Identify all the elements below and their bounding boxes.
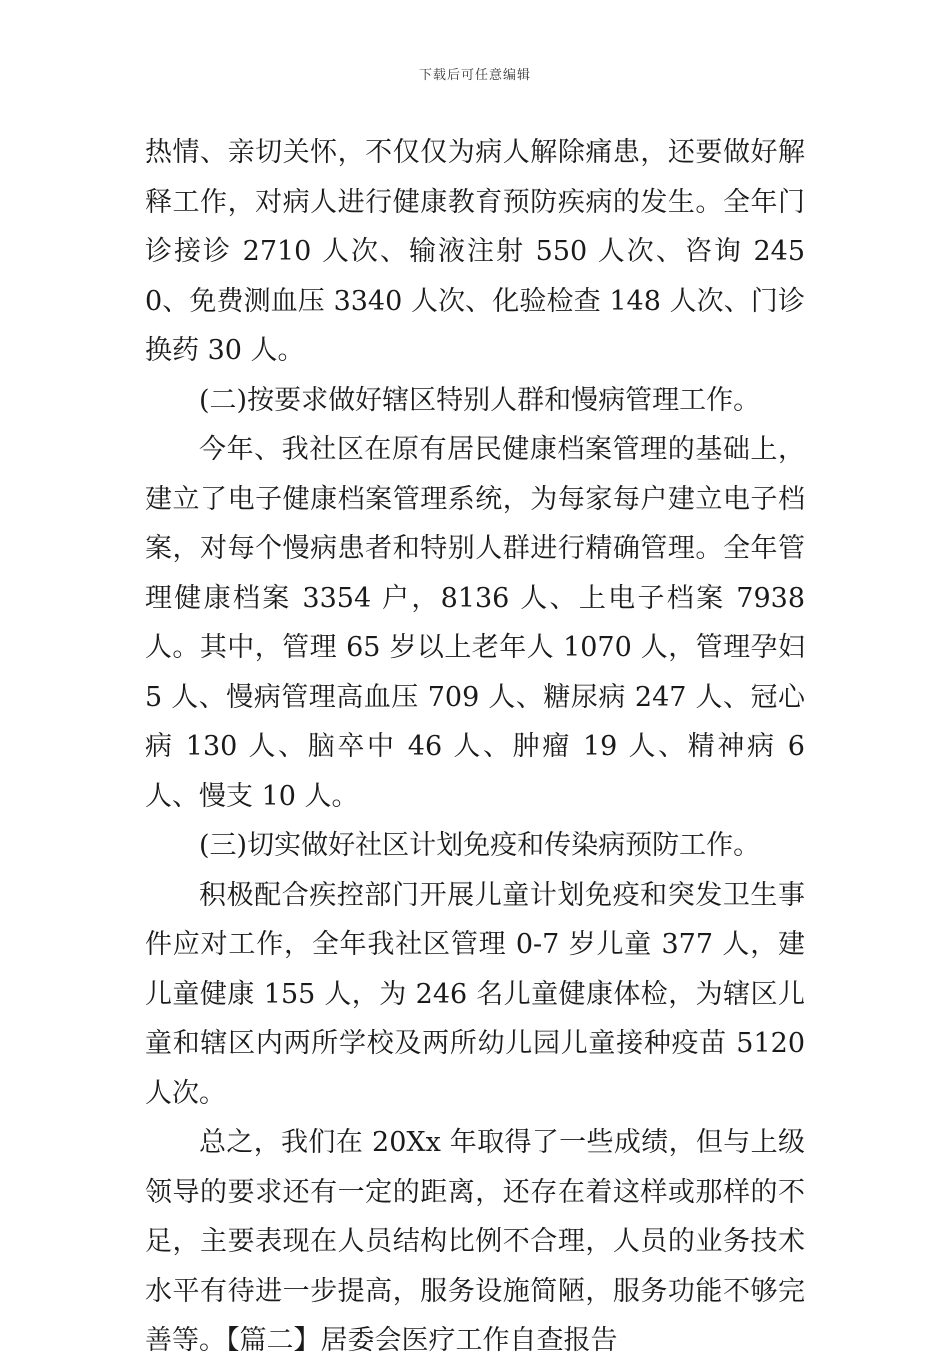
page-header-note: 下载后可任意编辑: [418, 68, 531, 83]
section-heading-chronic-disease: (二)按要求做好辖区特别人群和慢病管理工作。: [199, 384, 761, 416]
paragraph-conclusion: 总之，我们在 20Xx 年取得了一些成绩，但与上级领导的要求还有一定的距离，还存在着这样或那样的不足，主要表现在人员结构比例不合理，人员的业务技术水平有待进一步提高，服务设施简陋，服务功能不够完善等。【篇二】居委会医疗工作自查报告: [145, 1127, 805, 1356]
paragraph-immunization: 积极配合疾控部门开展儿童计划免疫和突发卫生事件应对工作，全年我社区管理 0-7 岁儿童 377 人，建儿童健康 155 人，为 246 名儿童健康体检，为辖区儿童和辖区内两所学校及两所幼儿园儿童接种疫苗 5120 人次。: [145, 879, 805, 1109]
section-heading-immunization: (三)切实做好社区计划免疫和传染病预防工作。: [199, 830, 761, 861]
document-body: [145, 128, 805, 1366]
paragraph-health-records: 今年、我社区在原有居民健康档案管理的基础上，建立了电子健康档案管理系统，为每家每户建立电子档案，对每个慢病患者和特别人群进行精确管理。全年管理健康档案 3354 户，8136 人、上电子档案 7938 人。其中，管理 65 岁以上老年人 1070 人，管理孕妇 5 人、慢病管理高血压 709 人、糖尿病 247 人、冠心病 130 人、脑卒中 46 人、肿瘤 19 人、精神病 6 人、慢支 10 人。: [145, 434, 805, 812]
paragraph-outpatient-summary: 热情、亲切关怀，不仅仅为病人解除痛患，还要做好解释工作，对病人进行健康教育预防疾病的发生。全年门诊接诊 2710 人次、输液注射 550 人次、咨询 2450、免费测血压 3340 人次、化验检查 148 人次、门诊换药 30 人。: [145, 137, 805, 366]
